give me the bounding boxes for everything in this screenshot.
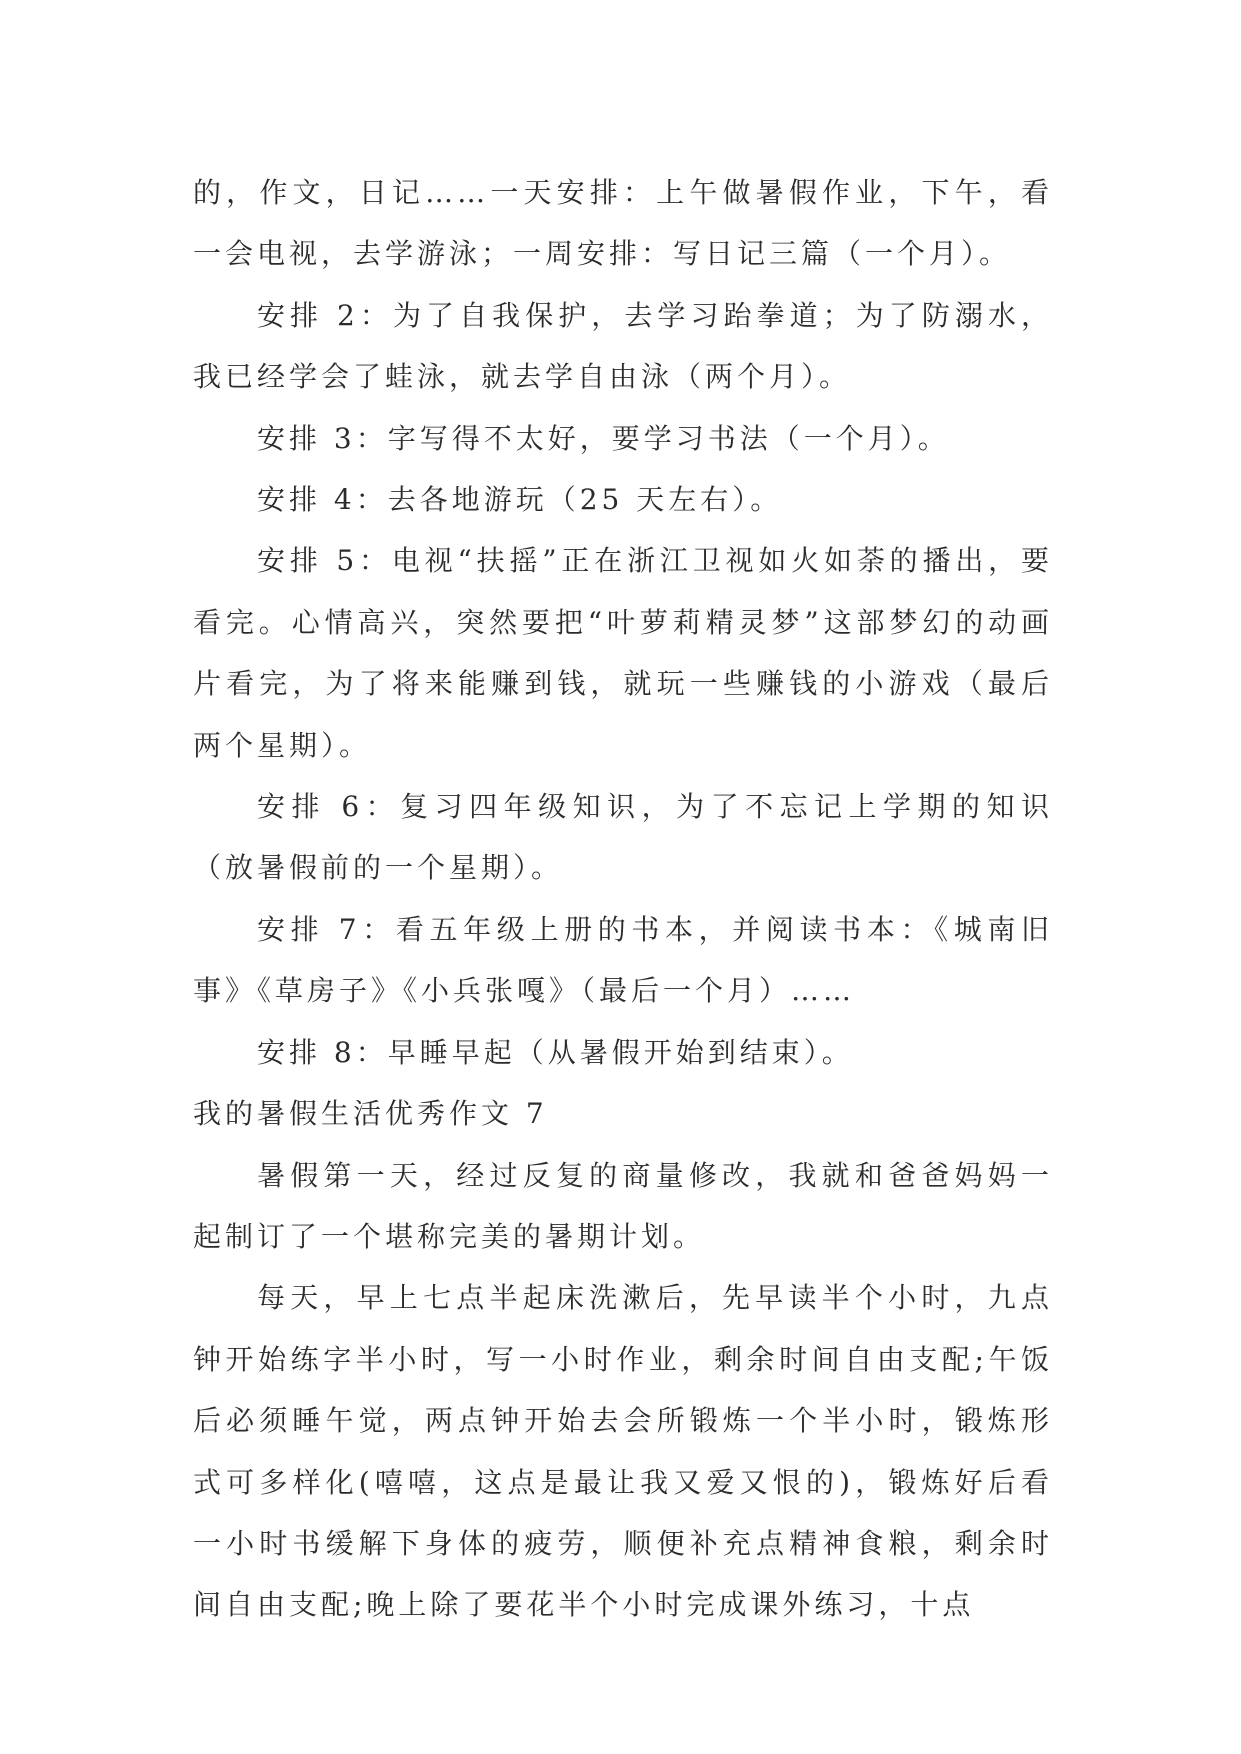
paragraph: 安排 6：复习四年级知识，为了不忘记上学期的知识（放暑假前的一个星期）。 xyxy=(193,790,1053,885)
paragraph: 安排 2：为了自我保护，去学习跆拳道；为了防溺水，我已经学会了蛙泳，就去学自由泳（两个月）。 xyxy=(193,298,1053,394)
paragraph: 每天，早上七点半起床洗漱后，先早读半个小时，九点钟开始练字半小时，写一小时作业，剩余时间自由支配;午饭后必须睡午觉，两点钟开始去会所锻炼一个半小时，锻炼形式可多样化(嘻嘻，这点是最让我又爱又恨的)，锻炼好后看一小时书缓解下身体的疲劳，顺便补充点精神食粮，剩余时间自由支配;晚上除了要花半个小时完成课外练习，十点 xyxy=(193,1281,1053,1622)
document-body xyxy=(193,162,1053,1636)
paragraph: 的，作文，日记……一天安排：上午做暑假作业，下午，看一会电视，去学游泳；一周安排：写日记三篇（一个月）。 xyxy=(193,176,1053,271)
paragraph: 安排 4：去各地游玩（25 天左右）。 xyxy=(257,483,783,517)
paragraph: 安排 3：字写得不太好，要学习书法（一个月）。 xyxy=(257,421,950,455)
paragraph: 安排 5：电视“扶摇”正在浙江卫视如火如荼的播出，要看完。心情高兴，突然要把“叶萝莉精灵梦”这部梦幻的动画片看完，为了将来能赚到钱，就玩一些赚钱的小游戏（最后两个星期）。 xyxy=(193,544,1053,762)
paragraph: 安排 8：早睡早起（从暑假开始到结束）。 xyxy=(257,1035,854,1069)
section-heading: 我的暑假生活优秀作文 7 xyxy=(193,1097,548,1131)
paragraph: 暑假第一天，经过反复的商量修改，我就和爸爸妈妈一起制订了一个堪称完美的暑期计划。 xyxy=(193,1158,1053,1253)
paragraph: 安排 7：看五年级上册的书本，并阅读书本：《城南旧事》《草房子》《小兵张嘎》（最后一个月）…… xyxy=(193,912,1053,1008)
